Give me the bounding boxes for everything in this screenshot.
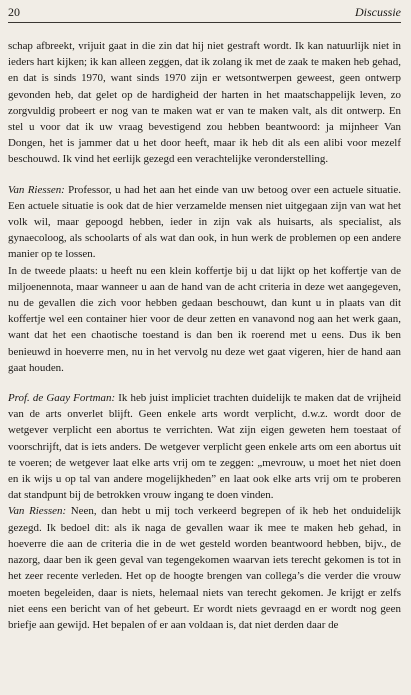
speaker-name: Van Riessen: [8,183,65,196]
section-title: Discussie [355,5,401,19]
paragraph-text: In de tweede plaats: u heeft nu een klein koffertje bij u dat lijkt op het koffertje van de miljoenennota, maar wanneer u aan de hand van de acht criteria in deze wet aangegeven, nu de gevallen die zich voor hebben gedaan beschouwt, dan kunt u in plaats van dit koffertje wel een container hier voor de deur zetten en vanavond nog aan het werk gaan, want dat het een chaotische toestand is dan ben ik roerend met u eens. Dus ik ben benieuwd in hoeverre men, nu in het vervolg nu deze wet gaat vigeren, hier de hand aan gaat houden. [8,264,401,374]
paragraph-text: schap afbreekt, vrijuit gaat in die zin dat hij niet gestraft wordt. Ik kan natuurlijk niet in ieders hart kijken; ik kan alleen zeggen, dat ik zolang ik met de zaak te maken heb gehad, en dat is sinds 1970, want sinds 1970 zijn er wetsontwerpen geweest, geen ontwerp gevonden heb, dat gelet op de hardigheid der harten in het maatschappelijk leven, zo zorgvuldig probeert er nog van te maken wat er van te maken valt, als dit ontwerp. En stel u voor dat ik uw vraag bevestigend zou hebben beantwoord: ja mijnheer Van Dongen, het is jammer dat u het door heeft, maar ik heb dit als een alibi voor mezelf beschouwd. Ik vind het eerlijk gezegd een verachtelijke veronderstelling. [8,40,401,166]
speaker-name: Van Riessen: [8,505,67,518]
paragraph-2 [8,182,401,263]
paragraph-5 [8,503,401,633]
running-header [8,6,401,23]
body-text [8,38,401,633]
page-number: 20 [8,5,20,19]
paragraph-text: Professor, u had het aan het einde van uw betoog over een actuele situatie. Een actuele situatie is ook dat de hier verzamelde mensen niet uitgegaan zijn van wat het volk wil, maar gepoogd hebben, ieder in zijn vak als huisarts, als specialist, als gynaecoloog, als schoolarts of als wat dan ook, in hun werk de problemen op een andere manier op te lossen. [8,183,401,261]
speaker-name: Prof. de Gaay Fortman: [8,392,116,405]
paragraph-1 [8,38,401,168]
paragraph-text: Ik heb juist impliciet trachten duidelijk te maken dat de vrijheid van de arts onverlet blijft. Geen enkele arts wordt verplicht, d.w.z. wordt door de wetgever verplicht een abortus te verrichten. Wat zijn eigen geweten hem toestaat of voorschrijft, dat is iets anders. De wetgever verplicht geen enkele arts om een abortus uit te voeren; de wetgever laat elke arts vrij om te zeggen: „mevrouw, u moet het niet doen en ik wijs u op tal van andere mogelijkheden” en laat ook elke arts vrij om te proberen dat standpunt bij de betrokken vrouw ingang te doen vinden. [8,392,402,502]
paragraph-3 [8,263,401,376]
paragraph-4 [8,390,401,503]
paragraph-text: Neen, dan hebt u mij toch verkeerd begrepen of ik heb het onduidelijk gezegd. Ik bedoel dit: als ik naga de gevallen waar ik mee te maken heb gehad, in hoeverre die aan de criteria die in de wet gesteld worden beantwoord hebben, bijv., de nazorg, daar ben ik geen geval van tegengekomen waarvan iets terecht gekomen is tot in het zeer recente verleden. Het op de hoogte brengen van collega’s die verder die vrouw moeten begeleiden, daar is niets, helemaal niets van terecht gekomen. Je krijgt er zelfs niet eens een bericht van of het gebeurt. Er wordt niets gevraagd en er wordt nog geen briefje aan gewijd. Het bepalen of er aan voldaan is, dat niet derden daar de [8,505,401,631]
